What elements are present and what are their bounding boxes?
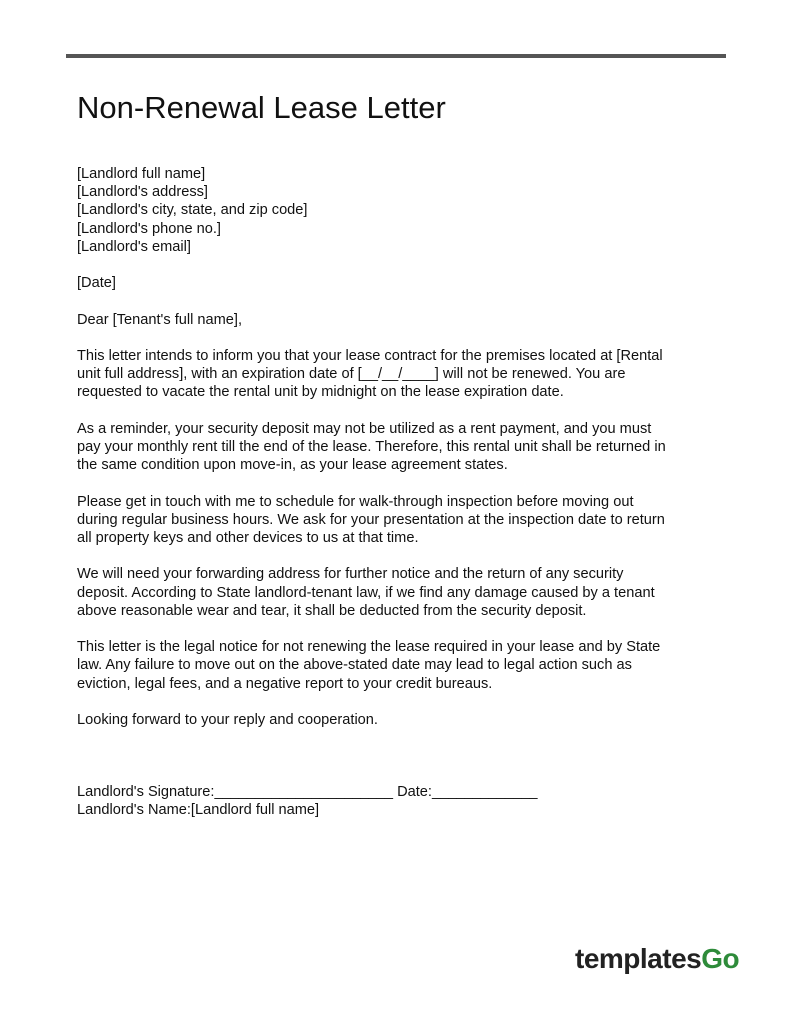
paragraph-line: above reasonable wear and tear, it shall be deducted from the security deposit. xyxy=(77,602,587,619)
landlord-name-sign-line: Landlord's Name:[Landlord full name] xyxy=(77,802,320,819)
paragraph-line: This letter intends to inform you that your lease contract for the premises located at [Rental xyxy=(77,347,663,364)
landlord-name-line: [Landlord full name] xyxy=(77,166,206,182)
templatesgo-logo xyxy=(575,943,739,975)
paragraph-inspection xyxy=(77,493,717,548)
signature-block xyxy=(77,783,717,819)
paragraph-line: eviction, legal fees, and a negative report to your credit bureaus. xyxy=(77,675,493,692)
top-divider xyxy=(66,54,726,58)
paragraph-line: As a reminder, your security deposit may not be utilized as a rent payment, and you must xyxy=(77,420,652,437)
letter-date: [Date] xyxy=(77,275,116,292)
page-title: Non-Renewal Lease Letter xyxy=(77,90,446,125)
paragraph-line: Looking forward to your reply and cooperation. xyxy=(77,711,378,728)
letter-body xyxy=(77,165,717,820)
paragraph-legal-notice xyxy=(77,638,717,693)
paragraph-closing xyxy=(77,711,717,729)
salutation: Dear [Tenant's full name], xyxy=(77,311,243,328)
paragraph-deposit-reminder xyxy=(77,420,717,475)
signature-date-line: Landlord's Signature:______________________ Date:_____________ xyxy=(77,784,538,801)
logo-text-templates: templates xyxy=(575,943,702,974)
paragraph-line: This letter is the legal notice for not renewing the lease required in your lease and by State xyxy=(77,639,661,656)
paragraph-line: Please get in touch with me to schedule for walk-through inspection before moving out xyxy=(77,493,634,510)
landlord-email-line: [Landlord's email] xyxy=(77,238,191,255)
paragraph-line: during regular business hours. We ask for your presentation at the inspection date to return xyxy=(77,511,665,528)
logo-text-go: Go xyxy=(701,943,740,974)
landlord-phone-line: [Landlord's phone no.] xyxy=(77,220,221,237)
landlord-address-block xyxy=(77,165,717,256)
landlord-city-line: [Landlord's city, state, and zip code] xyxy=(77,202,308,219)
paragraph-line: We will need your forwarding address for further notice and the return of any security xyxy=(77,566,624,583)
paragraph-notice xyxy=(77,347,717,402)
paragraph-line: requested to vacate the rental unit by midnight on the lease expiration date. xyxy=(77,384,564,401)
paragraph-line: the same condition upon move-in, as your lease agreement states. xyxy=(77,457,508,474)
landlord-address-line: [Landlord's address] xyxy=(77,184,208,201)
paragraph-line: law. Any failure to move out on the above-stated date may lead to legal action such as xyxy=(77,657,632,674)
paragraph-line: unit full address], with an expiration date of [__/__/____] will not be renewed. You are xyxy=(77,366,626,383)
paragraph-line: pay your monthly rent till the end of the lease. Therefore, this rental unit shall be returned in xyxy=(77,438,666,455)
paragraph-forwarding-address xyxy=(77,565,717,620)
paragraph-line: deposit. According to State landlord-tenant law, if we find any damage caused by a tenant xyxy=(77,584,655,601)
paragraph-line: all property keys and other devices to us at that time. xyxy=(77,529,419,546)
